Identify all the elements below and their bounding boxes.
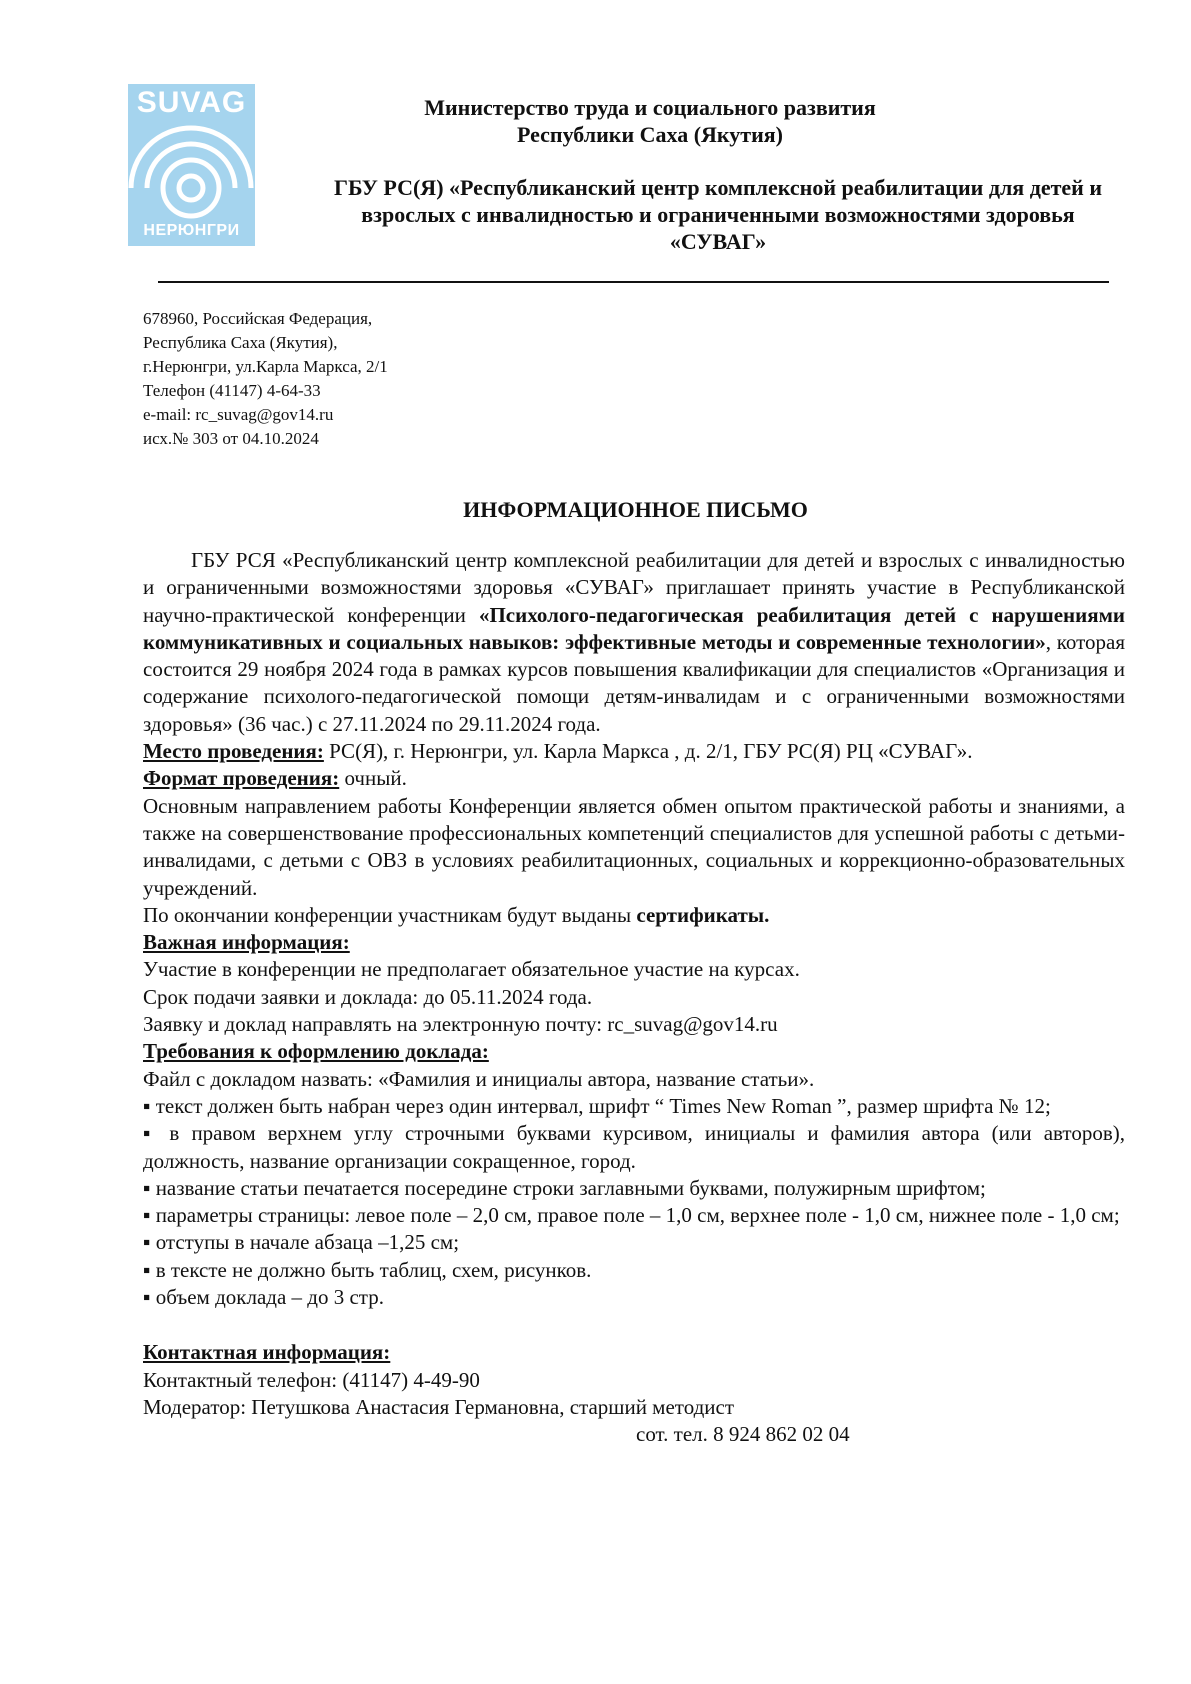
org-line-2: взрослых с инвалидностью и ограниченными возможностями здоровья (361, 202, 1075, 227)
logo-top-text: SUVAG (136, 86, 247, 119)
address-line: Республика Саха (Якутия), (143, 333, 338, 352)
requirement-item: ▪ параметры страницы: левое поле – 2,0 см, правое поле – 1,0 см, верхнее поле - 1,0 см, нижнее поле - 1,0 см; (143, 1203, 1120, 1228)
venue-text: РС(Я), г. Нерюнгри, ул. Карла Маркса , д. 2/1, ГБУ РС(Я) РЦ «СУВАГ». (323, 739, 973, 764)
document-title: ИНФОРМАЦИОННОЕ ПИСЬМО (463, 497, 808, 522)
org-line-1: ГБУ РС(Я) «Республиканский центр комплексной реабилитации для детей и (333, 175, 1103, 200)
important-line: Участие в конференции не предполагает обязательное участие на курсах. (143, 957, 800, 982)
logo-bottom-text: НЕРЮНГРИ (143, 222, 240, 239)
header-divider (158, 281, 1109, 283)
address-line: г.Нерюнгри, ул.Карла Маркса, 2/1 (143, 357, 388, 376)
outgoing-number: исх.№ 303 от 04.10.2024 (143, 429, 319, 448)
requirement-item: ▪ отступы в начале абзаца –1,25 см; (143, 1230, 460, 1255)
email-line: e-mail: rc_suvag@gov14.ru (143, 405, 334, 424)
sender-address (143, 307, 388, 451)
certificates-line (143, 902, 1125, 929)
suvag-logo (128, 84, 255, 246)
venue-line (143, 738, 1125, 765)
intro-text: ГБУ РСЯ «Республиканский центр комплексной реабилитации для детей и взрослых с инвалидностью и ограниченными возможностями здоровья «СУВАГ» приглашает принять участие в Республиканской научно-практической конференции (143, 548, 1125, 627)
important-label: Важная информация: (143, 930, 350, 955)
format-label: Формат проведения: (143, 766, 340, 791)
contact-phone: Контактный телефон: (41147) 4-49-90 (143, 1367, 480, 1392)
phone-line: Телефон (41147) 4-64-33 (143, 381, 321, 400)
ministry-line-2: Республики Саха (Якутия) (516, 122, 784, 147)
moderator-line: Модератор: Петушкова Анастасия Германовна, старший методист (143, 1394, 735, 1419)
requirements-label: Требования к оформлению доклада: (143, 1039, 489, 1064)
requirement-item: ▪ название статьи печатается посередине строки заглавными буквами, полужирным шрифтом; (143, 1175, 986, 1200)
contacts-label: Контактная информация: (143, 1340, 391, 1365)
letter-body (143, 547, 1125, 1449)
org-line-3: «СУВАГ» (669, 229, 767, 254)
requirement-item: ▪ в правом верхнем углу строчными буквами курсивом, инициалы и фамилия автора (или авторов), должность, название организации сокращенное, город. (143, 1121, 1125, 1173)
certificates-text: По окончании конференции участникам будут выданы (143, 902, 637, 927)
ministry-line-1: Министерство труда и социального развития (424, 95, 876, 120)
main-direction-paragraph: Основным направлением работы Конференции является обмен опытом практической работы и знаниями, а также на совершенствование профессиональных компетенций специалистов для успешной работы с детьми-инвалидами, с детьми с ОВЗ в условиях реабилитационных, социальных и коррекционно-образовательных учреждений. (143, 793, 1125, 900)
mobile-phone: сот. тел. 8 924 862 02 04 (636, 1422, 850, 1447)
spacer (143, 1311, 1125, 1339)
address-line: 678960, Российская Федерация, (143, 309, 373, 328)
format-line (143, 765, 1125, 792)
requirement-item: ▪ в тексте не должно быть таблиц, схем, рисунков. (143, 1257, 592, 1282)
requirement-item: ▪ текст должен быть набран через один интервал, шрифт “ Times New Roman ”, размер шрифта № 12; (143, 1093, 1051, 1118)
organization-header (268, 174, 1168, 255)
requirements-filename: Файл с докладом назвать: «Фамилия и инициалы автора, название статьи». (143, 1066, 815, 1091)
format-text: очный. (339, 766, 407, 791)
conference-name: «Психолого-педагогическая реабилитация детей с нарушениями коммуникативных и социальных навыков: эффективные методы и современные технологии» (143, 602, 1125, 654)
certificates-bold: сертификаты. (636, 902, 770, 927)
important-line: Срок подачи заявки и доклада: до 05.11.2024 года. (143, 984, 593, 1009)
intro-paragraph (143, 547, 1125, 738)
venue-label: Место проведения: (143, 739, 324, 764)
ministry-header (300, 94, 1000, 148)
important-line: Заявку и доклад направлять на электронную почту: rc_suvag@gov14.ru (143, 1012, 778, 1037)
intro-text-end: , которая состоится 29 ноября 2024 года в рамках курсов повышения квалификации для специалистов «Организация и содержание психолого-педагогической помощи детям-инвалидам и с ограниченными возможностями здоровья» (36 час.) с 27.11.2024 по 29.11.2024 года. (143, 629, 1125, 736)
requirement-item: ▪ объем доклада – до 3 стр. (143, 1285, 384, 1310)
